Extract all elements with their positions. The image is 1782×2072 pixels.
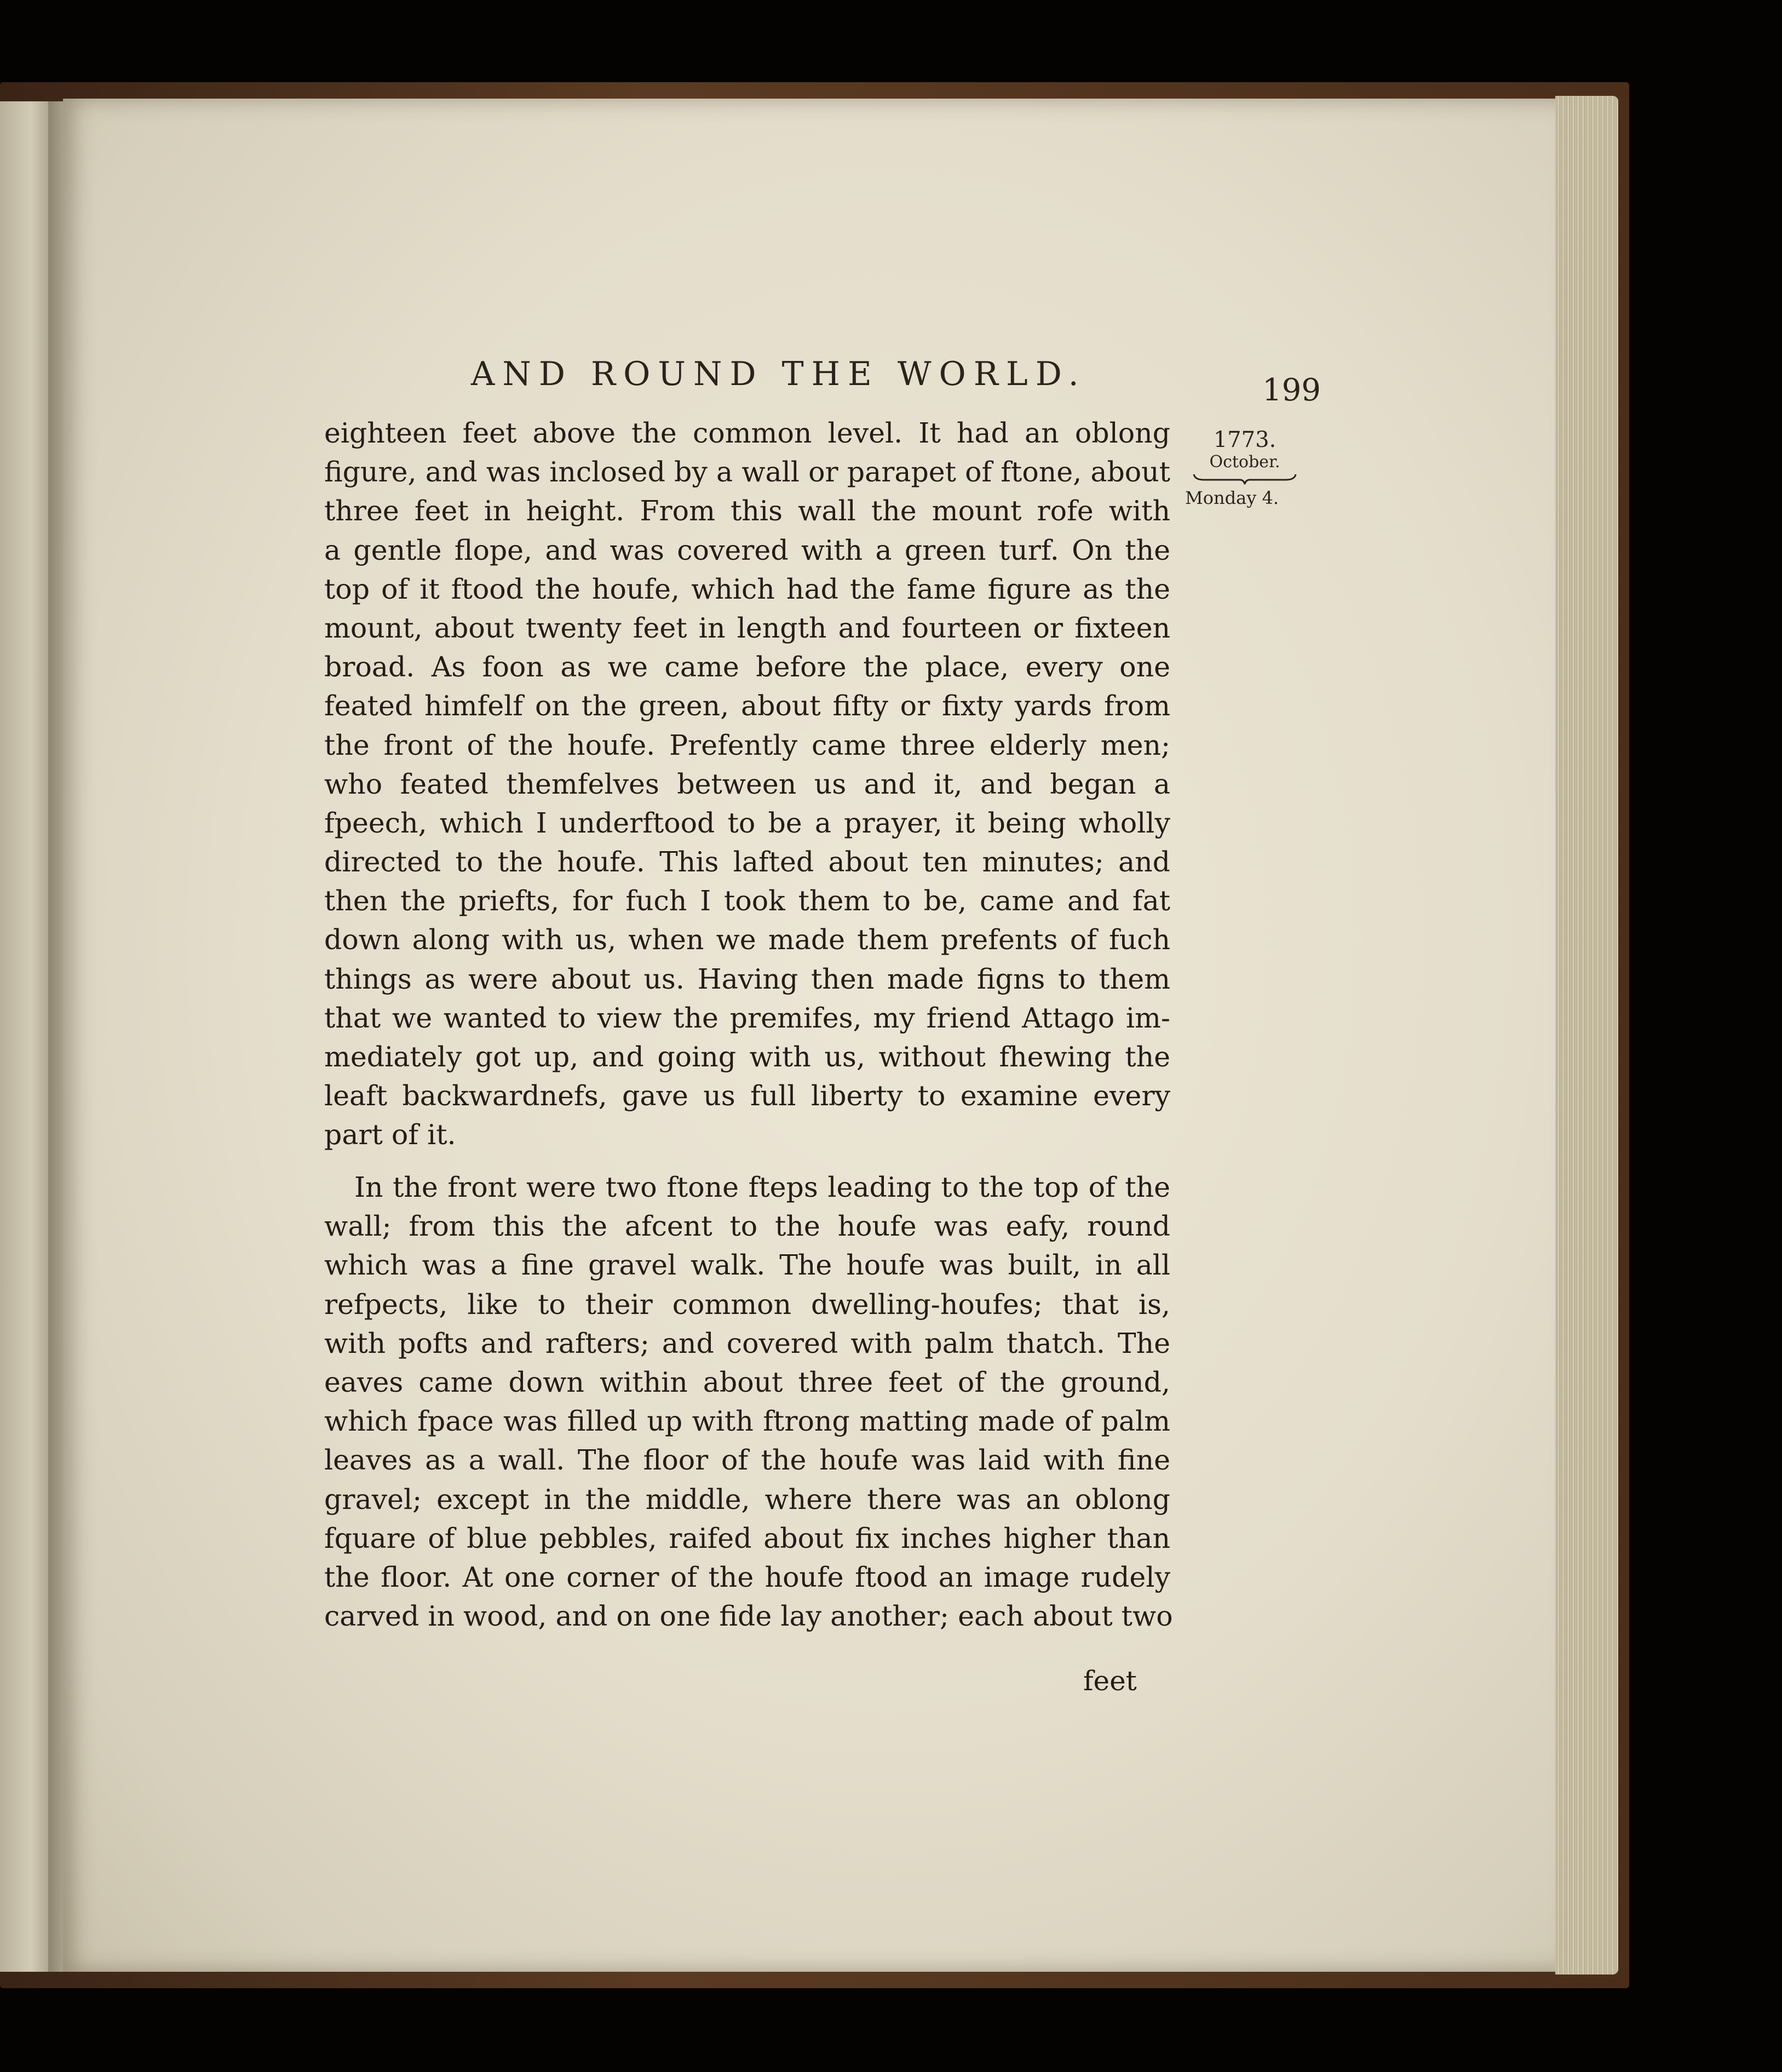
text-line: with pofts and rafters; and covered with palm thatch. The	[324, 1327, 1170, 1359]
text-line: fpeech, which I underftood to be a prayer, it being wholly	[324, 806, 1170, 839]
text-line: top of it ftood the houfe, which had the fame figure as the	[324, 572, 1170, 605]
text-line: the floor. At one corner of the houfe ftood an image rudely	[324, 1560, 1170, 1593]
paragraph-2	[324, 1168, 1173, 1635]
margin-note-year: 1773.	[1213, 427, 1277, 452]
text-line: part of it.	[324, 1118, 456, 1151]
text-line: which fpace was filled up with ftrong matting made of palm	[324, 1405, 1170, 1438]
text-line: feated himfelf on the green, about fifty or fixty yards from	[324, 690, 1170, 722]
page-edges	[1555, 96, 1618, 1975]
paragraph-1	[324, 414, 1170, 1155]
text-line: carved in wood, and on one fide lay another; each about two	[324, 1600, 1173, 1633]
text-line: mount, about twenty feet in length and fourteen or fixteen	[324, 611, 1170, 644]
text-line: three feet in height. From this wall the mount rofe with	[324, 495, 1170, 527]
text-line: gravel; except in the middle, where there was an oblong	[324, 1483, 1170, 1516]
text-line: wall; from this the afcent to the houfe was eafy, round	[324, 1210, 1170, 1243]
text-line: a gentle flope, and was covered with a green turf. On the	[324, 533, 1170, 566]
brace-icon	[1193, 473, 1297, 485]
text-line: down along with us, when we made them prefents of fuch	[324, 923, 1170, 956]
text-line: mediately got up, and going with us, without fhewing the	[324, 1041, 1170, 1073]
text-line: things as were about us. Having then made figns to them	[324, 962, 1170, 995]
page-number: 199	[1262, 372, 1321, 408]
text-line: broad. As foon as we came before the place, every one	[324, 651, 1170, 684]
margin-note-day: Monday 4.	[1185, 487, 1279, 508]
margin-note	[1187, 427, 1302, 508]
text-line: leaves as a wall. The floor of the houfe was laid with fine	[324, 1444, 1170, 1477]
text-line: leaft backwardnefs, gave us full liberty to examine every	[324, 1080, 1170, 1112]
text-line: who feated themfelves between us and it, and began a	[324, 767, 1170, 800]
running-head: AND ROUND THE WORLD.	[471, 355, 1087, 393]
text-line: In the front were two ftone fteps leading to the top of the	[354, 1171, 1170, 1203]
text-line: eaves came down within about three feet of the ground,	[324, 1365, 1170, 1398]
text-line: directed to the houfe. This lafted about ten minutes; and	[324, 846, 1170, 879]
text-line: then the priefts, for fuch I took them to be, came and fat	[324, 885, 1170, 917]
catchword: feet	[1083, 1665, 1137, 1697]
text-line: that we wanted to view the premifes, my friend Attago im-	[324, 1001, 1170, 1034]
text-line: the front of the houfe. Prefently came three elderly men;	[324, 728, 1170, 761]
margin-note-month: October.	[1209, 452, 1280, 472]
text-line: which was a fine gravel walk. The houfe was built, in all	[324, 1249, 1170, 1282]
text-line: fquare of blue pebbles, raifed about fix inches higher than	[324, 1522, 1170, 1554]
text-line: figure, and was inclosed by a wall or parapet of ftone, about	[324, 456, 1170, 489]
text-line: eighteen feet above the common level. It had an oblong	[324, 417, 1170, 449]
text-line: refpects, like to their common dwelling-houfes; that is,	[324, 1288, 1170, 1321]
left-page-edge	[0, 101, 52, 1972]
